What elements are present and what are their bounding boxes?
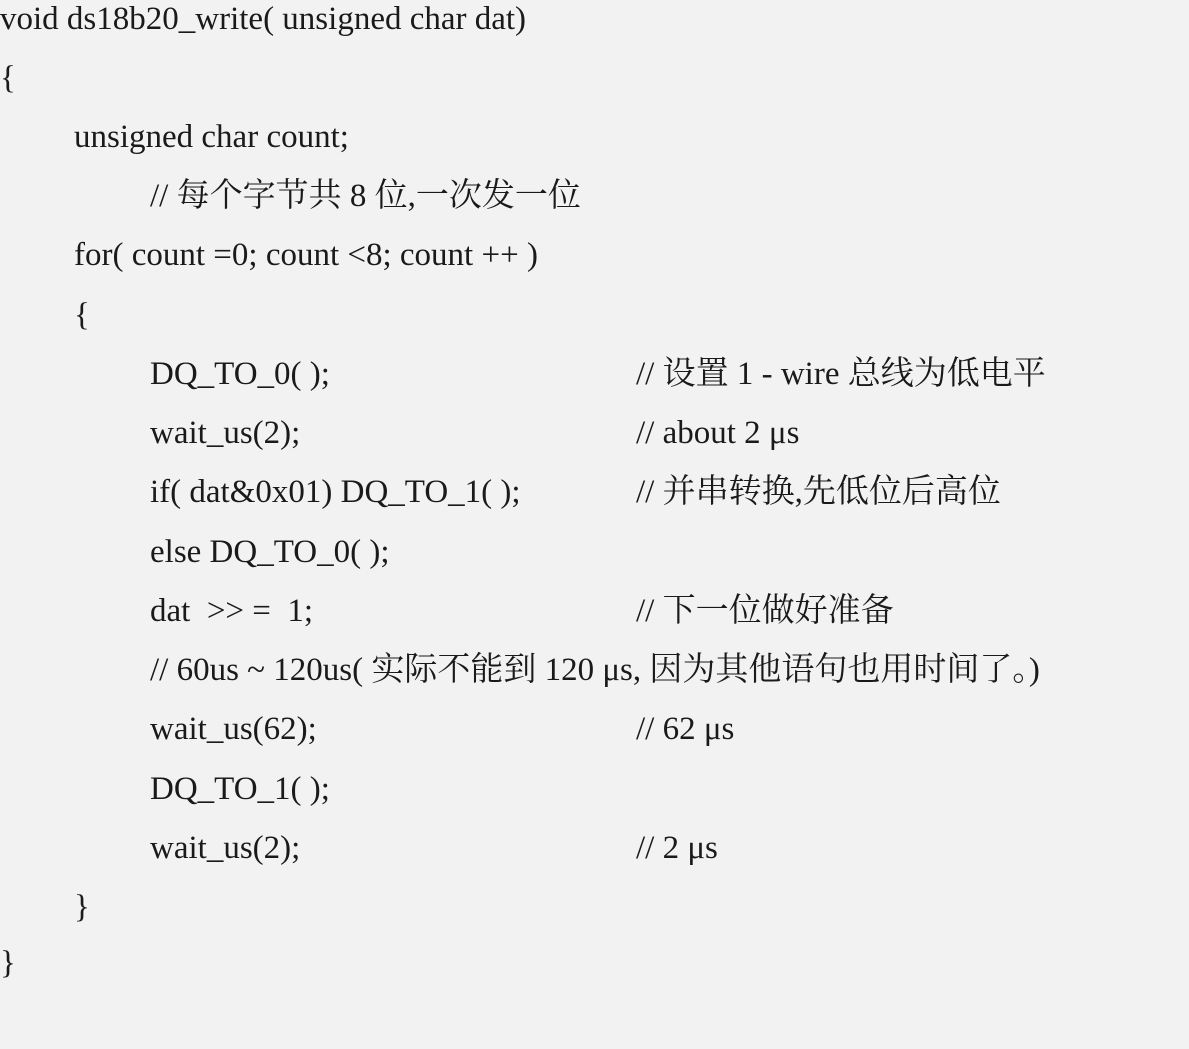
code-text: } (74, 889, 90, 925)
code-text: for( count =0; count <8; count ++ ) (74, 237, 538, 273)
code-text: // 60us ~ 120us( 实际不能到 120 μs, 因为其他语句也用时间了。) (150, 652, 1040, 688)
code-line (0, 475, 1189, 535)
code-text: unsigned char count; (74, 119, 349, 155)
code-text: wait_us(2); (150, 415, 301, 451)
code-text: { (0, 60, 16, 96)
code-line (0, 179, 1189, 239)
code-text: } (0, 945, 16, 981)
code-comment: // about 2 μs (636, 415, 800, 451)
code-line (0, 238, 1189, 298)
code-text: else DQ_TO_0( ); (150, 534, 390, 570)
code-text: DQ_TO_1( ); (150, 771, 330, 807)
code-line (0, 890, 1189, 950)
code-text: if( dat&0x01) DQ_TO_1( ); (150, 474, 521, 510)
code-text: void ds18b20_write( unsigned char dat) (0, 1, 527, 37)
code-line (0, 298, 1189, 358)
code-comment: // 62 μs (636, 711, 735, 747)
code-comment: // 2 μs (636, 830, 718, 866)
code-line (0, 357, 1189, 417)
code-line (0, 946, 1189, 1006)
code-line (0, 653, 1189, 713)
code-line (0, 535, 1189, 595)
code-text: { (74, 297, 90, 333)
code-text: dat >> = 1; (150, 593, 314, 629)
code-line (0, 2, 1189, 62)
code-line (0, 120, 1189, 180)
code-text: wait_us(62); (150, 711, 317, 747)
code-comment: // 并串转换,先低位后高位 (636, 474, 1001, 510)
code-text: // 每个字节共 8 位,一次发一位 (150, 178, 581, 214)
code-line (0, 772, 1189, 832)
code-line (0, 594, 1189, 654)
code-line (0, 61, 1189, 121)
code-line (0, 831, 1189, 891)
code-line (0, 416, 1189, 476)
code-line (0, 712, 1189, 772)
code-text: DQ_TO_0( ); (150, 356, 330, 392)
code-text: wait_us(2); (150, 830, 301, 866)
code-comment: // 设置 1 - wire 总线为低电平 (636, 356, 1046, 392)
code-comment: // 下一位做好准备 (636, 593, 894, 629)
